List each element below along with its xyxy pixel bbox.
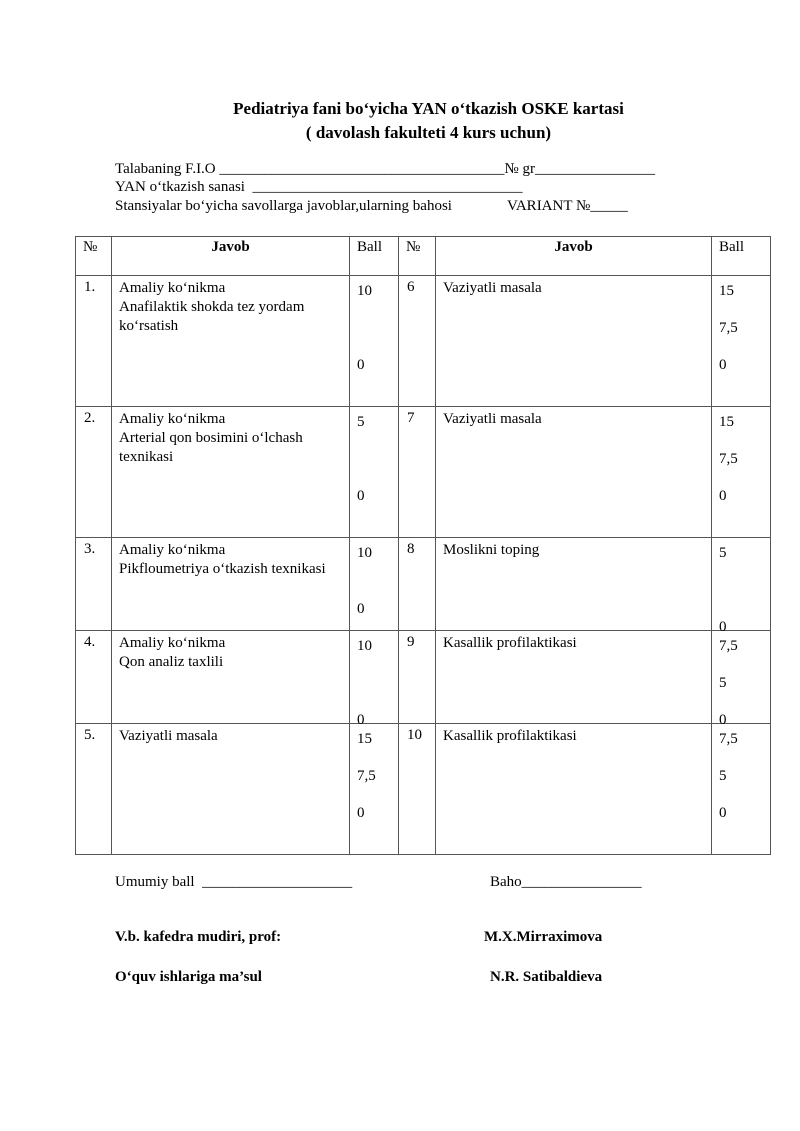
station-answer: Vaziyatli masala <box>436 276 712 407</box>
header-ball-right: Ball <box>712 237 771 276</box>
ball-value: 10 <box>357 283 372 299</box>
ball-value: 7,5 <box>357 768 376 784</box>
header-answer-right: Javob <box>436 237 712 276</box>
answer-line: Qon analiz taxlili <box>119 654 224 670</box>
signer1-role: V.b. kafedra mudiri, prof: <box>115 929 282 945</box>
group-blank[interactable]: ________________ <box>534 161 655 177</box>
signer2-name: N.R. Satibaldieva <box>490 969 603 985</box>
station-number: 9 <box>399 631 436 724</box>
ball-value: 0 <box>357 601 365 617</box>
table-header-row <box>76 237 771 276</box>
date-blank[interactable]: ____________________________________ <box>252 179 523 195</box>
station-ball-options <box>712 276 771 407</box>
station-number: 4. <box>76 631 112 724</box>
station-answer <box>112 724 350 855</box>
station-number: 1. <box>76 276 112 407</box>
ball-value: 7,5 <box>719 320 738 336</box>
grade-blank[interactable]: ________________ <box>521 874 642 890</box>
stations-label: Stansiyalar bo‘yicha savollarga javoblar,ularning bahosi <box>115 198 452 214</box>
stations-table <box>75 236 771 855</box>
answer-line: Pikfloumetriya o‘tkazish texnikasi <box>119 561 326 577</box>
station-answer: Kasallik profilaktikasi <box>436 631 712 724</box>
ball-value: 5 <box>719 768 727 784</box>
station-answer: Kasallik profilaktikasi <box>436 724 712 855</box>
ball-value: 0 <box>719 805 727 821</box>
answer-line: Amaliy ko‘nikma <box>119 542 226 558</box>
date-line <box>115 178 522 197</box>
ball-value: 7,5 <box>719 451 738 467</box>
date-label: YAN o‘tkazish sanasi <box>115 179 245 195</box>
header-num-left: № <box>76 237 112 276</box>
table-row <box>76 724 771 855</box>
grade-label: Baho <box>490 874 522 890</box>
table-row <box>76 538 771 631</box>
ball-value: 0 <box>357 712 365 728</box>
answer-line: Arterial qon bosimini o‘lchash <box>119 430 303 446</box>
document-subtitle: ( davolash fakulteti 4 kurs uchun) <box>305 123 552 142</box>
table-row <box>76 276 771 407</box>
ball-value: 15 <box>719 414 734 430</box>
signer2-role: O‘quv ishlariga ma’sul <box>115 969 262 985</box>
station-number: 8 <box>399 538 436 631</box>
station-answer: Vaziyatli masala <box>436 407 712 538</box>
station-ball-options <box>712 631 771 728</box>
header-ball-left: Ball <box>350 237 399 276</box>
student-label: Talabaning F.I.O <box>115 161 216 177</box>
ball-value: 0 <box>719 488 727 504</box>
table-row <box>76 407 771 538</box>
station-answer <box>112 407 350 538</box>
total-score-label: Umumiy ball <box>115 874 195 890</box>
station-ball-options <box>712 538 771 635</box>
ball-value: 15 <box>719 283 734 299</box>
station-ball-options <box>350 276 399 407</box>
station-number: 6 <box>399 276 436 407</box>
table-row <box>76 631 771 724</box>
station-ball-options <box>350 538 399 631</box>
answer-line: texnikasi <box>119 449 174 465</box>
ball-value: 10 <box>357 545 372 561</box>
ball-value: 5 <box>719 675 727 691</box>
station-number: 7 <box>399 407 436 538</box>
station-ball-options <box>350 724 399 855</box>
signer1-name: M.X.Mirraximova <box>484 929 603 945</box>
student-line <box>115 160 655 179</box>
answer-line: Amaliy ko‘nikma <box>119 280 226 296</box>
answer-line: Amaliy ko‘nikma <box>119 411 226 427</box>
ball-value: 0 <box>357 488 365 504</box>
ball-value: 7,5 <box>719 731 738 747</box>
ball-value: 0 <box>719 357 727 373</box>
station-ball-options <box>712 407 771 538</box>
station-answer: Moslikni toping <box>436 538 712 631</box>
station-ball-options <box>712 724 771 855</box>
total-score-line <box>115 872 352 892</box>
answer-line: Amaliy ko‘nikma <box>119 635 226 651</box>
header-answer-left: Javob <box>112 237 350 276</box>
answer-line: Anafilaktik shokda tez yordam <box>119 299 305 315</box>
document-title: Pediatriya fani bo‘yicha YAN o‘tkazish OSKE kartasi <box>233 99 624 118</box>
station-number: 5. <box>76 724 112 855</box>
station-number: 3. <box>76 538 112 631</box>
station-number: 10 <box>399 724 436 855</box>
station-answer <box>112 538 350 631</box>
station-answer <box>112 631 350 724</box>
station-ball-options <box>350 631 399 728</box>
station-ball-options <box>350 407 399 538</box>
station-answer <box>112 276 350 407</box>
ball-value: 15 <box>357 731 372 747</box>
answer-line: Vaziyatli masala <box>119 728 218 744</box>
ball-value: 5 <box>719 545 727 561</box>
ball-value: 0 <box>357 805 365 821</box>
group-label: № gr <box>504 161 535 177</box>
ball-value: 5 <box>357 414 365 430</box>
ball-value: 0 <box>719 619 727 635</box>
answer-line: ko‘rsatish <box>119 318 179 334</box>
ball-value: 0 <box>357 357 365 373</box>
student-name-blank[interactable]: ______________________________________ <box>219 161 505 177</box>
header-num-right: № <box>399 237 436 276</box>
ball-value: 0 <box>719 712 727 728</box>
variant-label: VARIANT №_____ <box>506 198 628 214</box>
grade-line <box>490 872 642 892</box>
ball-value: 10 <box>357 638 372 654</box>
station-number: 2. <box>76 407 112 538</box>
total-score-blank[interactable]: ____________________ <box>202 874 353 890</box>
stations-line <box>115 197 628 216</box>
ball-value: 7,5 <box>719 638 738 654</box>
